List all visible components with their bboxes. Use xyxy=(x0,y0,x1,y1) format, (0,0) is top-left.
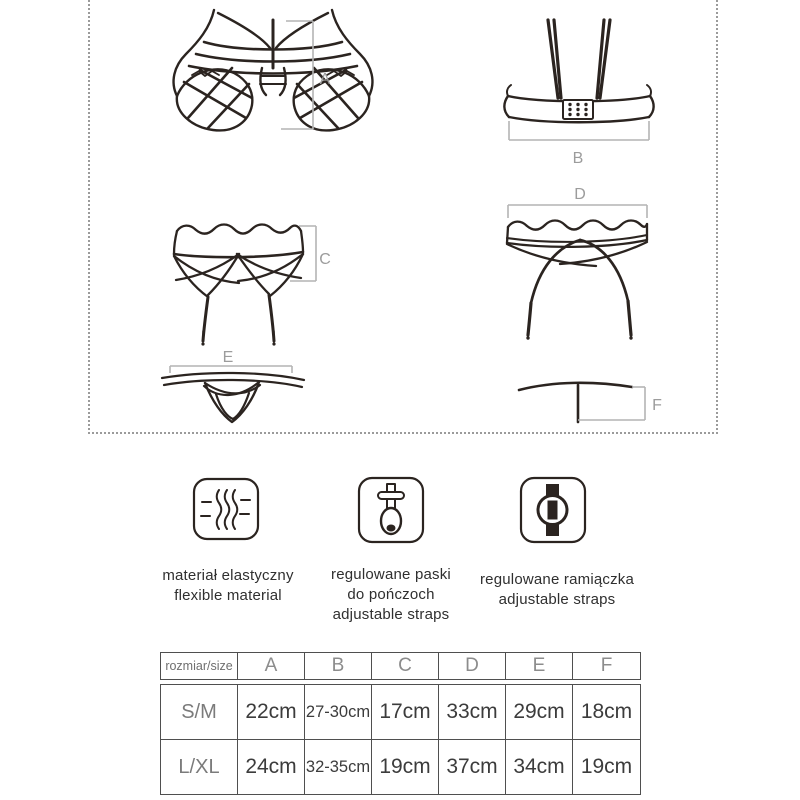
cell-sm-f: 18cm xyxy=(573,685,641,740)
feature-caption-elastic-material xyxy=(162,566,293,606)
caption-line: regulowane ramiączka xyxy=(479,571,635,588)
measurement-label-b: B xyxy=(572,150,584,167)
cell-sm-e: 29cm xyxy=(506,685,573,740)
caption-line: flexible material xyxy=(174,586,282,604)
cell-sm-b: 27-30cm xyxy=(305,685,372,740)
header-col-d: D xyxy=(439,653,506,680)
size-table xyxy=(160,652,641,795)
bra-band-back-drawing xyxy=(494,12,669,167)
cell-lxl-d: 37cm xyxy=(439,740,506,795)
measurement-label-c: C xyxy=(319,251,331,268)
caption-line: adjustable straps xyxy=(332,605,450,623)
header-col-f: F xyxy=(573,653,641,680)
row-label-sm: S/M xyxy=(161,685,238,740)
cell-lxl-c: 19cm xyxy=(372,740,439,795)
feature-caption-adjustable-straps xyxy=(480,570,634,610)
cell-sm-d: 33cm xyxy=(439,685,506,740)
caption-line: adjustable straps xyxy=(498,590,616,608)
header-col-c: C xyxy=(372,653,439,680)
caption-line: regulowane paski xyxy=(331,566,451,583)
feature-caption-garter-straps xyxy=(331,565,451,624)
garter-belt-back-drawing xyxy=(494,183,669,348)
header-rozmiar-size: rozmiar/size xyxy=(161,653,238,680)
strap-side-drawing xyxy=(509,370,674,428)
cell-sm-c: 17cm xyxy=(372,685,439,740)
header-col-e: E xyxy=(506,653,573,680)
adjustable-strap-icon xyxy=(519,476,587,544)
size-table-body xyxy=(160,684,641,795)
table-row-lxl xyxy=(161,740,641,795)
measurement-label-e: E xyxy=(222,349,234,366)
garter-belt-front-drawing xyxy=(149,214,334,349)
cell-lxl-e: 34cm xyxy=(506,740,573,795)
table-row-sm xyxy=(161,685,641,740)
elastic-material-icon xyxy=(192,477,260,541)
measurement-label-f: F xyxy=(652,397,662,414)
measurement-label-d: D xyxy=(574,186,586,203)
garter-clip-icon xyxy=(357,476,425,544)
bra-front-drawing xyxy=(148,2,398,142)
row-label-lxl: L/XL xyxy=(161,740,238,795)
panties-drawing xyxy=(158,344,308,434)
header-col-b: B xyxy=(305,653,372,680)
header-col-a: A xyxy=(238,653,305,680)
cell-lxl-b: 32-35cm xyxy=(305,740,372,795)
caption-line: materiał elastyczny xyxy=(162,567,294,584)
cell-lxl-f: 19cm xyxy=(573,740,641,795)
size-table-header xyxy=(160,652,641,680)
caption-line: do pończoch xyxy=(347,585,435,603)
cell-lxl-a: 24cm xyxy=(238,740,305,795)
measurement-label-a: A xyxy=(319,71,331,88)
cell-sm-a: 22cm xyxy=(238,685,305,740)
